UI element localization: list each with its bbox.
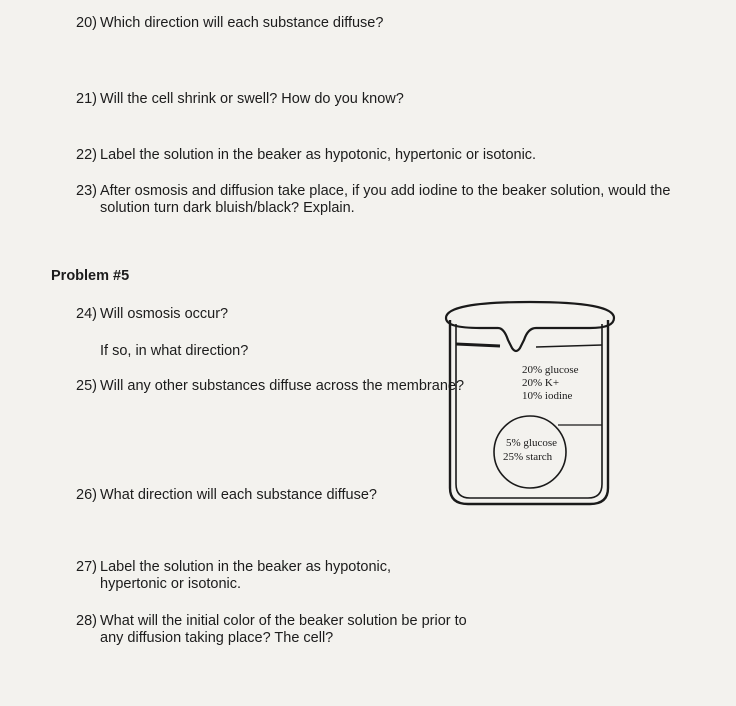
question-23 [76, 183, 670, 217]
question-number: 23) [76, 183, 97, 199]
question-number: 28) [76, 613, 97, 629]
question-text-line2: hypertonic or isotonic. [100, 576, 242, 592]
beaker-diagram [440, 298, 620, 513]
question-number: 27) [76, 559, 97, 575]
cell-label-glucose: 5% glucose [506, 437, 558, 449]
question-number: 22) [76, 147, 97, 163]
question-number: 24) [76, 306, 97, 322]
question-25 [76, 378, 464, 395]
question-27 [76, 559, 391, 593]
question-text-line2: any diffusion taking place? The cell? [100, 630, 334, 646]
solution-label-potassium: 20% K+ [522, 377, 560, 389]
question-number: 26) [76, 487, 97, 503]
question-28 [76, 613, 467, 647]
question-text-line1: Label the solution in the beaker as hypotonic, [100, 559, 392, 575]
question-text: Will any other substances diffuse across the membrane? [100, 378, 465, 394]
liquid-surface-right [536, 345, 602, 347]
question-24 [76, 306, 228, 323]
question-number: 21) [76, 91, 97, 107]
liquid-surface [456, 344, 500, 346]
question-text-line1: What will the initial color of the beaker solution be prior to [100, 613, 467, 629]
beaker-rim-top [446, 302, 614, 318]
question-21 [76, 91, 404, 108]
cell-label-starch: 25% starch [503, 451, 553, 463]
question-text: Will the cell shrink or swell? How do you know? [100, 91, 404, 107]
question-text-line2: solution turn dark bluish/black? Explain. [100, 200, 355, 216]
beaker-inner-wall [456, 324, 602, 498]
question-text-line1: After osmosis and diffusion take place, if you add iodine to the beaker solution, would the [100, 183, 671, 199]
question-number: 25) [76, 378, 97, 394]
problem-heading: Problem #5 [51, 268, 130, 284]
question-number: 20) [76, 15, 97, 31]
question-text: Which direction will each substance diffuse? [100, 15, 384, 31]
question-text: What direction will each substance diffuse? [100, 487, 377, 503]
solution-label-iodine: 10% iodine [522, 390, 573, 402]
question-text: Will osmosis occur? [100, 306, 229, 322]
question-26 [76, 487, 377, 504]
question-text: Label the solution in the beaker as hypotonic, hypertonic or isotonic. [100, 147, 537, 163]
question-20 [76, 15, 383, 32]
question-22 [76, 147, 536, 164]
solution-label-glucose: 20% glucose [522, 364, 579, 376]
question-24-sub: If so, in what direction? [100, 343, 249, 359]
beaker-outer-wall [450, 320, 608, 504]
